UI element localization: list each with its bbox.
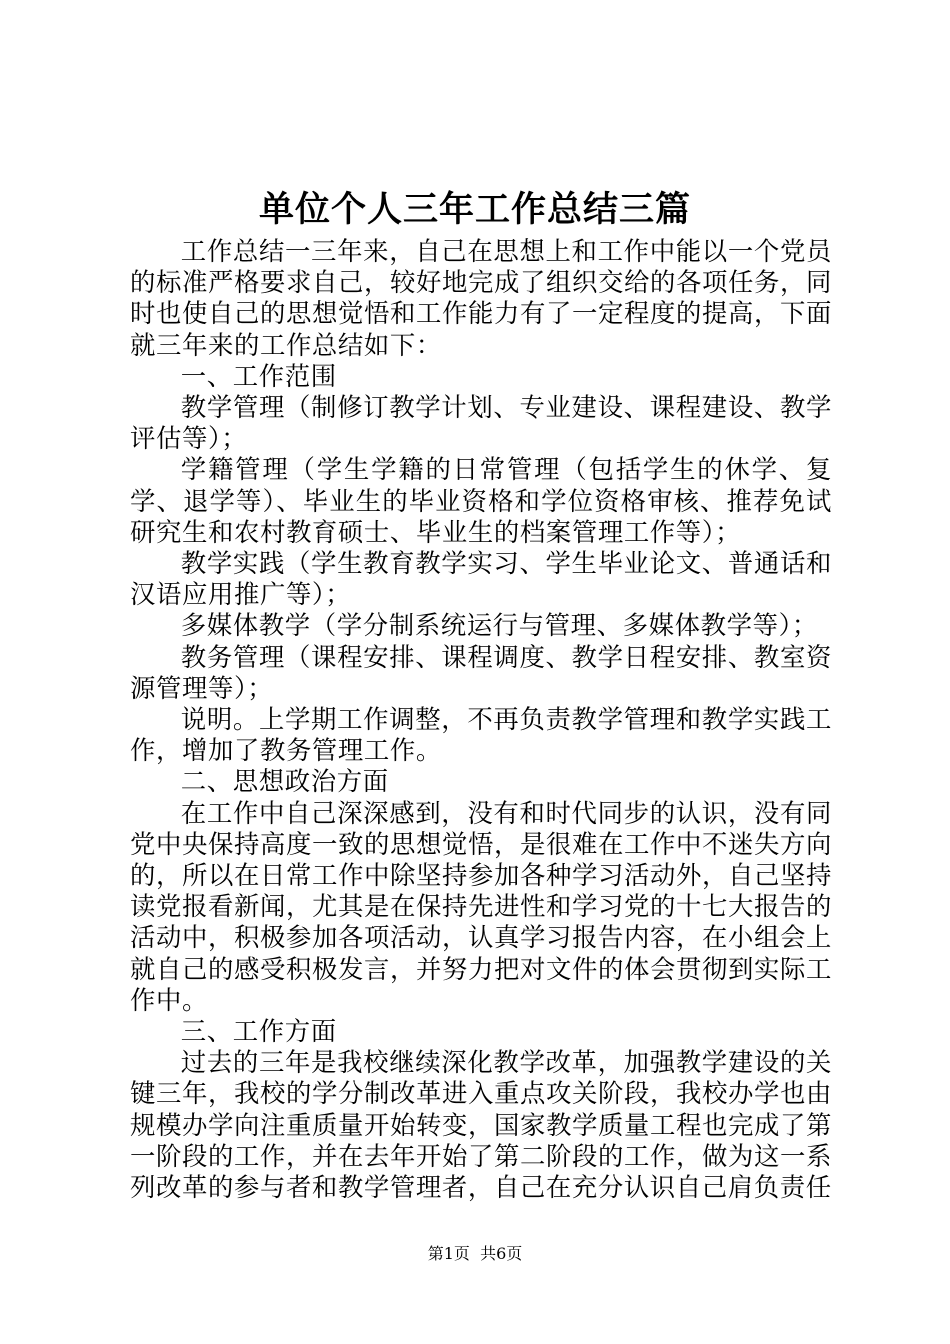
paragraph-student-records: 学籍管理（学生学籍的日常管理（包括学生的休学、复学、退学等）、毕业生的毕业资格和学位资格审核、推荐免试研究生和农村教育硕士、毕业生的档案管理工作等）； (130, 454, 832, 547)
paragraph-intro: 工作总结一三年来，自己在思想上和工作中能以一个党员的标准严格要求自己，较好地完成了组织交给的各项任务，同时也使自己的思想觉悟和工作能力有了一定程度的提高，下面就三年来的工作总结如下： (130, 236, 832, 360)
document-title: 单位个人三年工作总结三篇 (258, 189, 691, 230)
paragraph-teaching-management: 教学管理（制修订教学计划、专业建设、课程建设、教学评估等）； (130, 392, 832, 454)
paragraph-academic-affairs: 教务管理（课程安排、课程调度、教学日程安排、教室资源管理等）； (130, 641, 832, 703)
paragraph-note: 说明。上学期工作调整，不再负责教学管理和教学实践工作，增加了教务管理工作。 (130, 704, 832, 766)
paragraph-work: 过去的三年是我校继续深化教学改革，加强教学建设的关键三年，我校的学分制改革进入重点攻关阶段，我校办学也由规模办学向注重质量开始转变，国家教学质量工程也完成了第一阶段的工作，并在去年开始了第二阶段的工作，做为这一系列改革的参与者和教学管理者，自己在充分认识自己肩负责任 (130, 1047, 832, 1203)
page-number: 第1页 (427, 1244, 470, 1263)
section-heading-scope: 一、工作范围 (180, 360, 337, 391)
document-body (130, 236, 832, 1203)
paragraph-political: 在工作中自己深深感到，没有和时代同步的认识，没有同党中央保持高度一致的思想觉悟，是很难在工作中不迷失方向的，所以在日常工作中除坚持参加各种学习活动外，自己坚持读党报看新闻，尤其是在保持先进性和学习党的十七大报告的活动中，积极参加各项活动，认真学习报告内容，在小组会上就自己的感受积极发言，并努力把对文件的体会贯彻到实际工作中。 (130, 797, 832, 1015)
paragraph-teaching-practice: 教学实践（学生教育教学实习、学生毕业论文、普通话和汉语应用推广等）； (130, 548, 832, 610)
section-heading-political: 二、思想政治方面 (180, 766, 389, 797)
page-total: 共6页 (480, 1244, 523, 1263)
page-footer (0, 1243, 950, 1265)
paragraph-multimedia: 多媒体教学（学分制系统运行与管理、多媒体教学等）； (180, 610, 818, 641)
section-heading-work: 三、工作方面 (180, 1016, 337, 1047)
